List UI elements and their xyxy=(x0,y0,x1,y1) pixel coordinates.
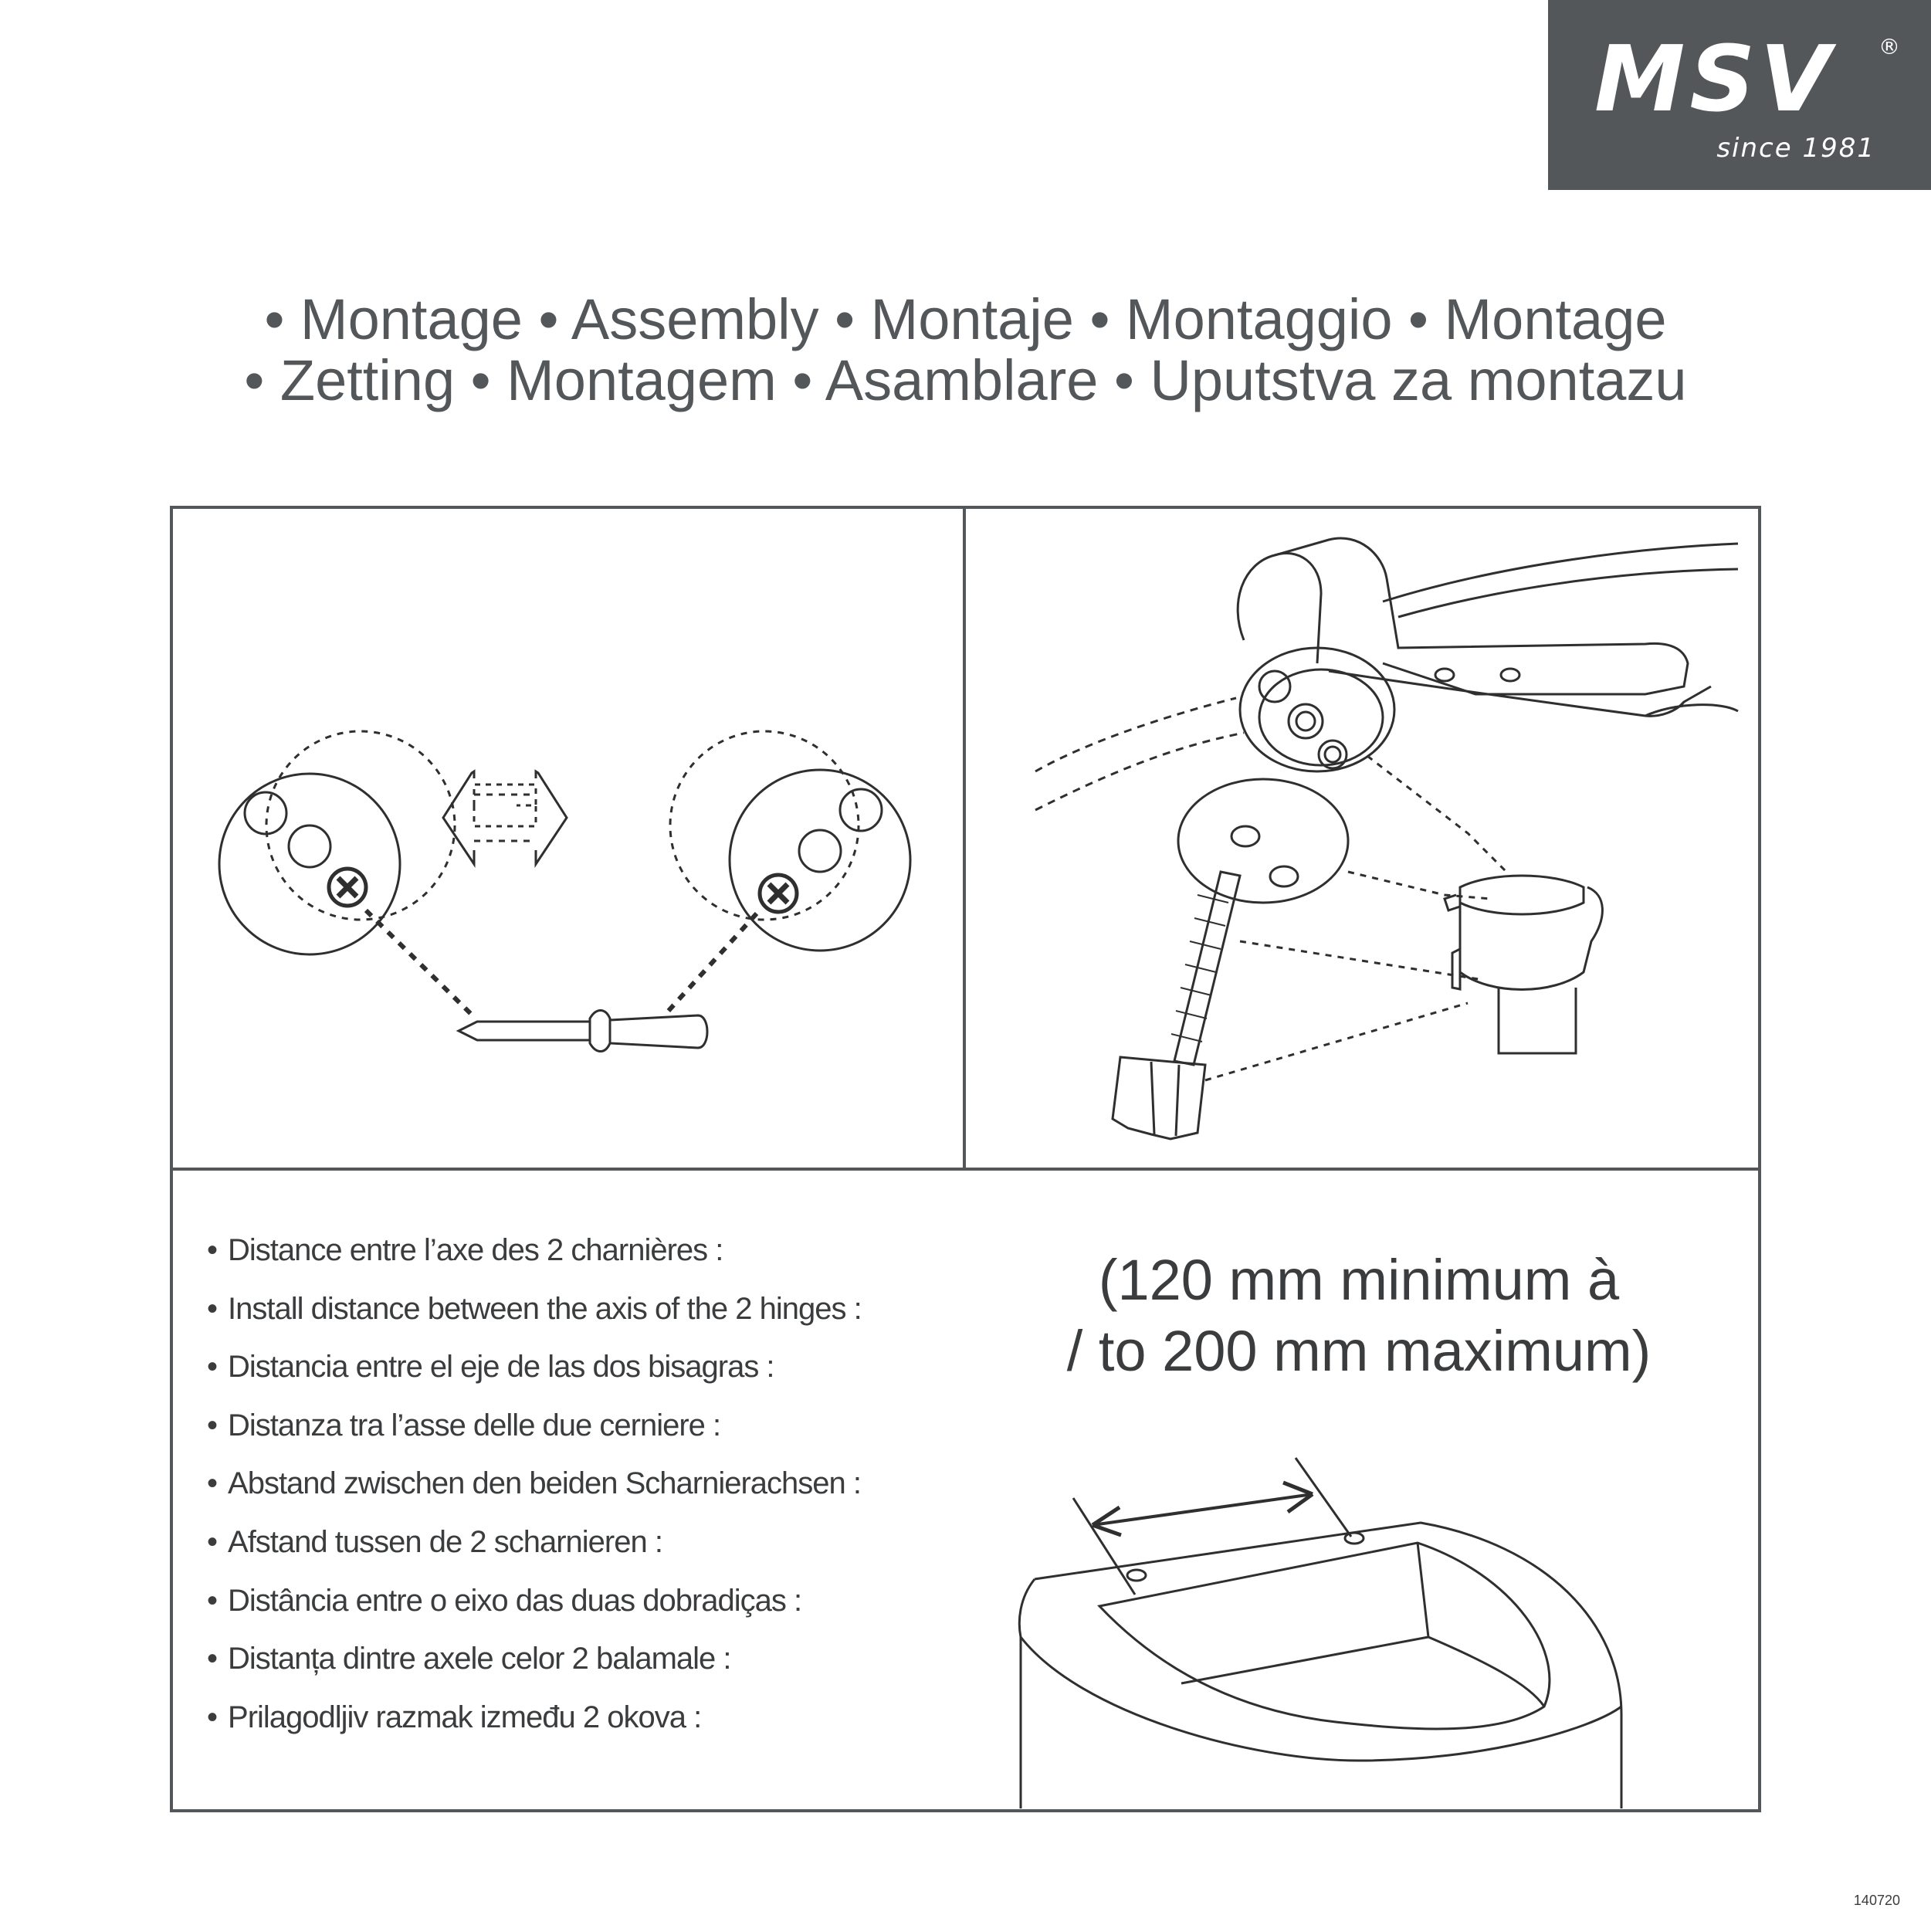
hinge-adjust-diagram xyxy=(173,509,963,1168)
range-line-2: / to 200 mm maximum) xyxy=(1066,1319,1652,1383)
screwdriver-icon xyxy=(459,1011,707,1052)
hinge-hole-icon xyxy=(1127,1570,1146,1581)
list-item: • Afstand tussen de 2 scharnieren : xyxy=(207,1513,862,1572)
page-title-line-1: • Montage • Assembly • Montaje • Montaggio • Montage xyxy=(264,287,1667,351)
list-item: • Distância entre o eixo das duas dobradiças : xyxy=(207,1572,862,1631)
hinge-disc-right xyxy=(730,770,910,951)
list-item: • Distanza tra l’asse delle due cerniere : xyxy=(207,1397,862,1456)
hole-icon xyxy=(289,825,330,867)
hinge-distance-diagram xyxy=(1004,1452,1699,1808)
hinge-exploded-diagram xyxy=(966,509,1758,1168)
list-item: • Abstand zwischen den beiden Scharnierachsen : xyxy=(207,1455,862,1513)
brand-logo xyxy=(1548,0,1931,190)
distance-instructions xyxy=(207,1222,862,1747)
list-item: • Distance entre l’axe des 2 charnières : xyxy=(207,1222,862,1280)
brand-since: since 1981 xyxy=(1716,133,1875,164)
list-item: • Distancia entre el eje de las dos bisagras : xyxy=(207,1338,862,1397)
panel-divider-horizontal xyxy=(170,1168,1761,1171)
hinge-disc-left-ghost xyxy=(266,731,455,920)
msv-logo-mark xyxy=(1579,25,1900,132)
list-item: • Install distance between the axis of the 2 hinges : xyxy=(207,1280,862,1339)
hole-icon xyxy=(245,792,286,834)
distance-range xyxy=(1035,1245,1683,1387)
hinge-hole-icon xyxy=(1345,1533,1364,1544)
page-title-line-2: • Zetting • Montagem • Asamblare • Uputstva za montazu xyxy=(244,348,1687,412)
registered-mark: ® xyxy=(1878,34,1900,59)
hinge-disc-left xyxy=(219,774,400,954)
range-line-1: (120 mm minimum à xyxy=(1098,1248,1620,1312)
hole-icon xyxy=(799,830,841,872)
hole-icon xyxy=(840,789,882,831)
list-item: • Distanța dintre axele celor 2 balamale : xyxy=(207,1630,862,1689)
brand-name: MSV xyxy=(1594,25,1835,132)
document-code: 140720 xyxy=(1853,1893,1900,1908)
toilet-bowl-diagram xyxy=(1445,876,1602,1053)
hinge-disc-right-ghost xyxy=(670,731,859,920)
list-item: • Prilagodljiv razmak između 2 okova : xyxy=(207,1689,862,1747)
